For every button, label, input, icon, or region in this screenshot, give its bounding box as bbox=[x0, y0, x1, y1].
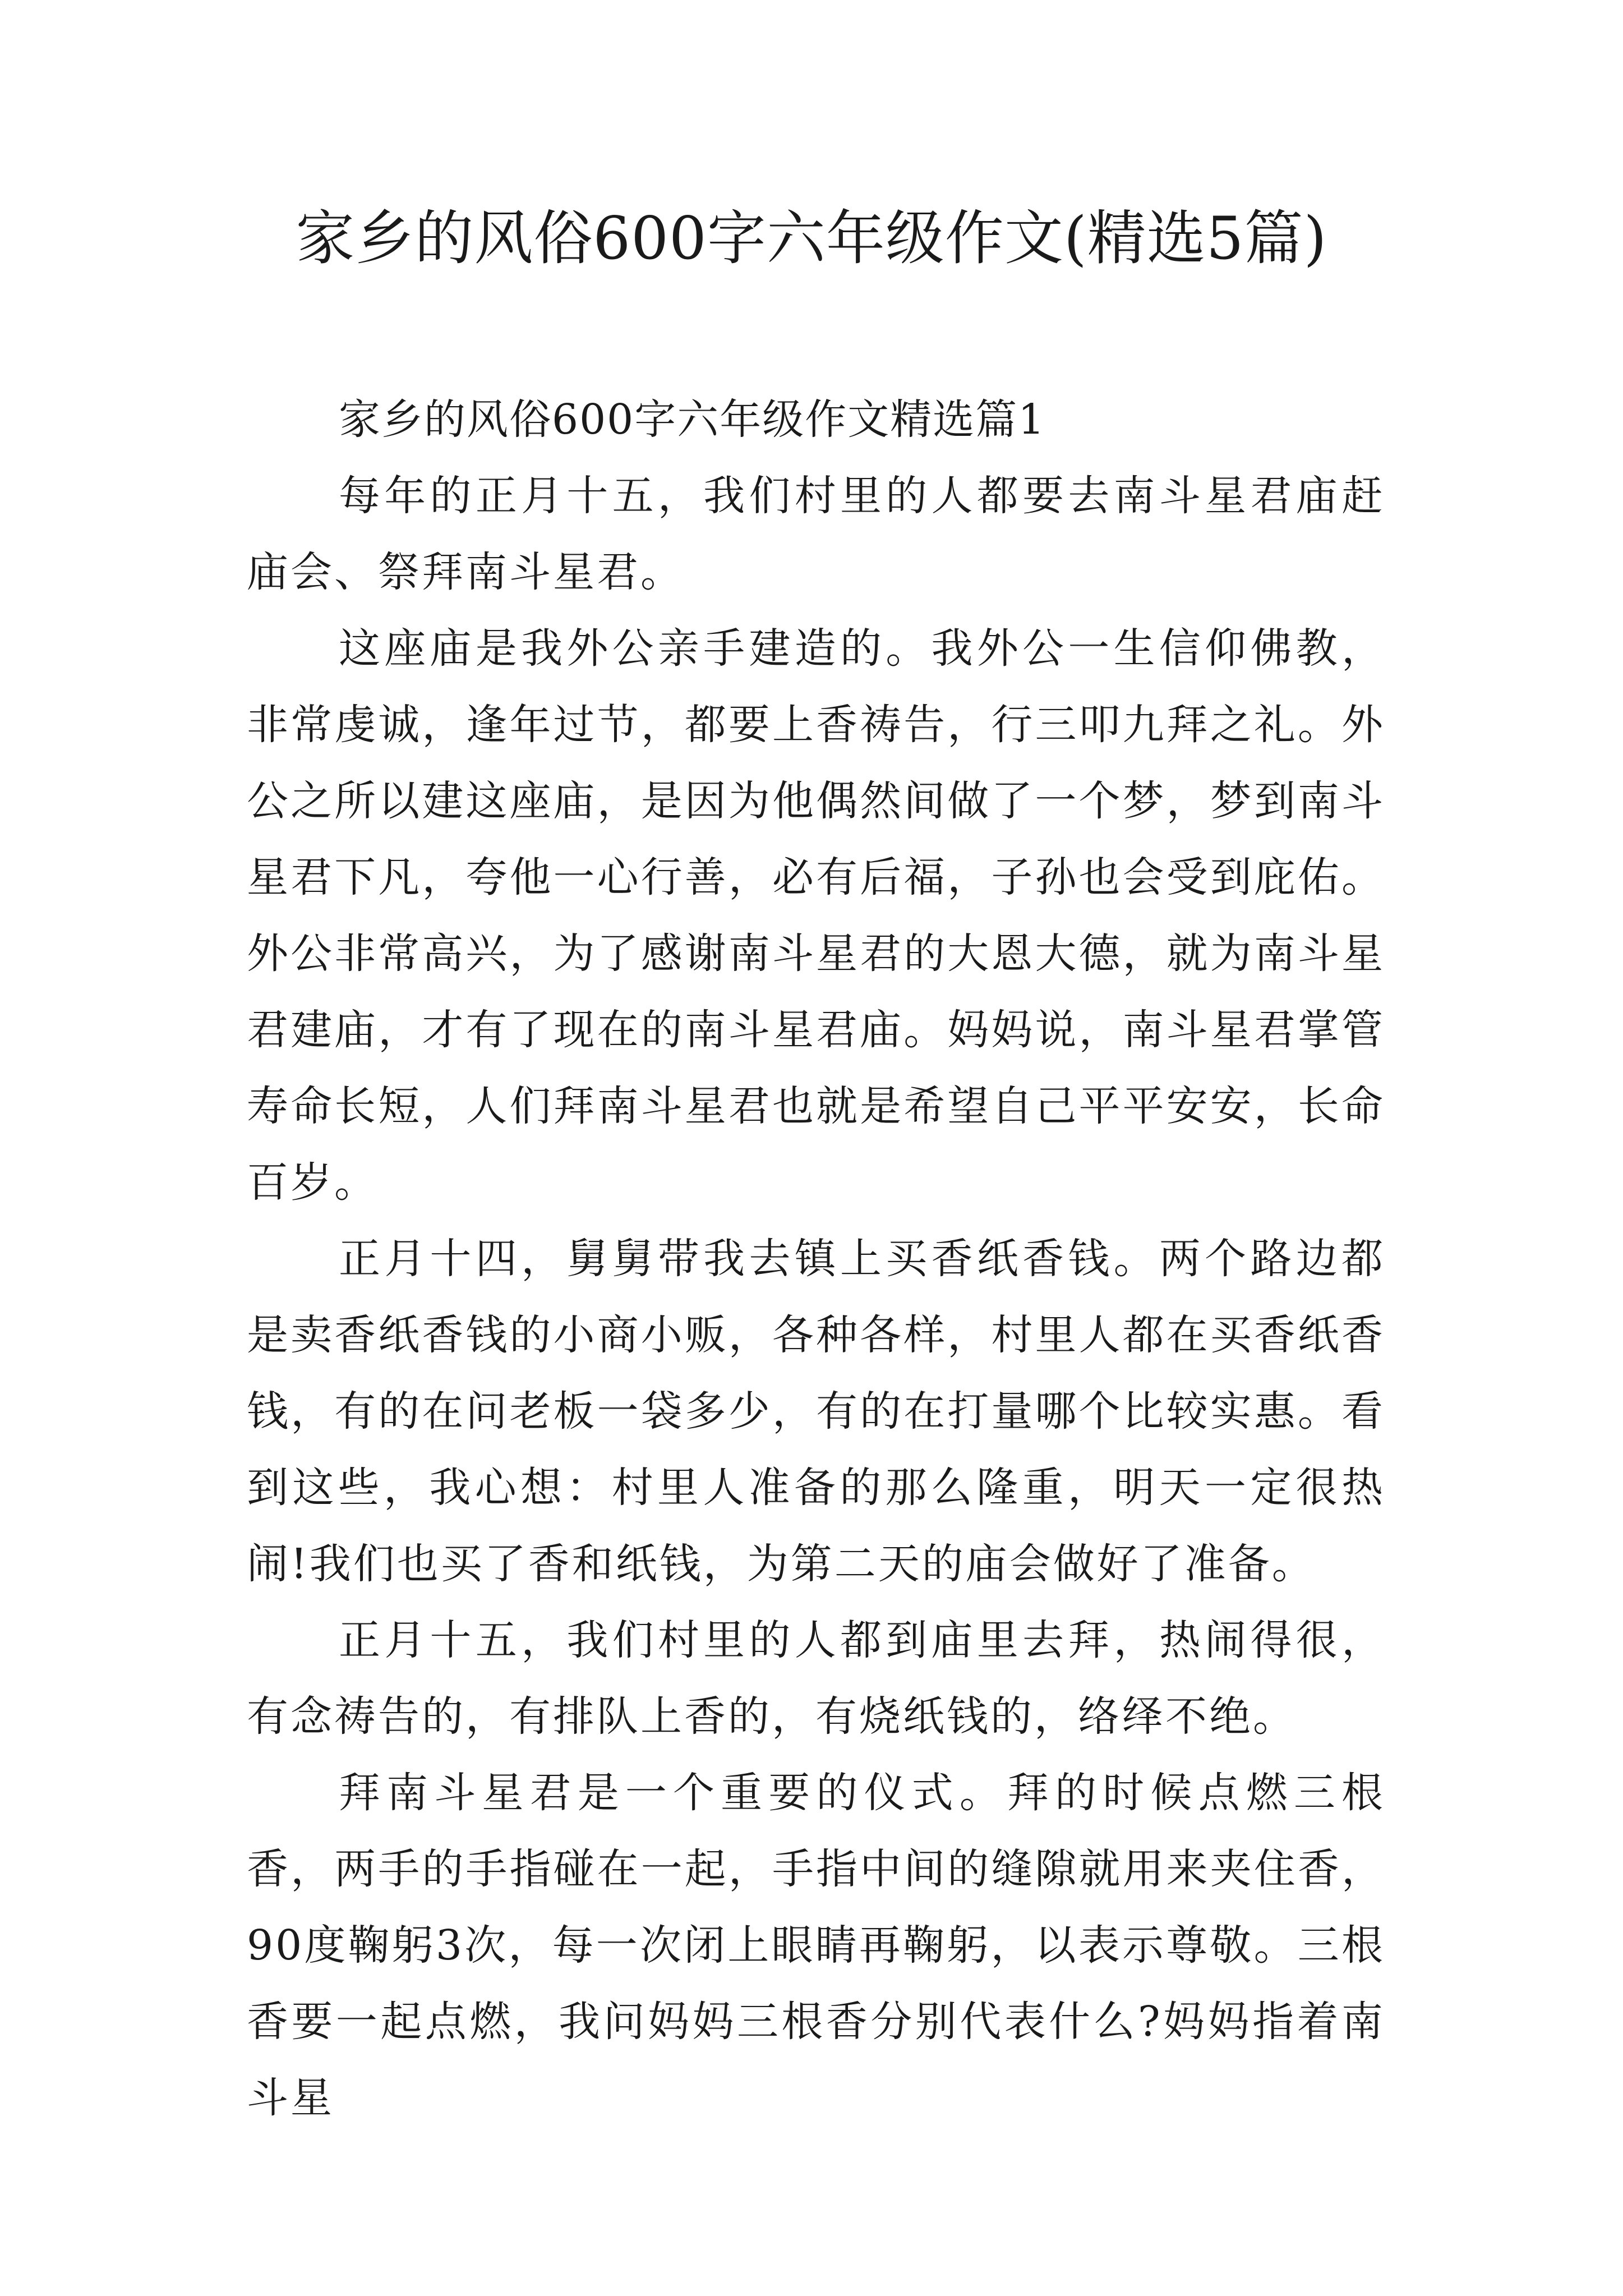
paragraph-3: 正月十四，舅舅带我去镇上买香纸香钱。两个路边都是卖香纸香钱的小商小贩，各种各样，村里人都在买香纸香钱，有的在问老板一袋多少，有的在打量哪个比较实惠。看到这些，我心想：村里人准备的那么隆重，明天一定很热闹!我们也买了香和纸钱，为第二天的庙会做好了准备。 bbox=[247, 1235, 1385, 1588]
paragraph-1: 每年的正月十五，我们村里的人都要去南斗星君庙赶庙会、祭拜南斗星君。 bbox=[247, 472, 1385, 596]
document-title: 家乡的风俗600字六年级作文(精选5篇) bbox=[296, 204, 1327, 273]
section-heading: 家乡的风俗600字六年级作文精选篇1 bbox=[339, 395, 1046, 444]
paragraph-2: 这座庙是我外公亲手建造的。我外公一生信仰佛教，非常虔诚，逢年过节，都要上香祷告，行三叩九拜之礼。外公之所以建这座庙，是因为他偶然间做了一个梦，梦到南斗星君下凡，夸他一心行善，必有后福，子孙也会受到庇佑。外公非常高兴，为了感谢南斗星君的大恩大德，就为南斗星君建庙，才有了现在的南斗星君庙。妈妈说，南斗星君掌管寿命长短，人们拜南斗星君也就是希望自己平平安安，长命百岁。 bbox=[247, 624, 1385, 1207]
paragraph-5: 拜南斗星君是一个重要的仪式。拜的时候点燃三根香，两手的手指碰在一起，手指中间的缝隙就用来夹住香，90度鞠躬3次，每一次闭上眼睛再鞠躬，以表示尊敬。三根香要一起点燃，我问妈妈三根香分别代表什么?妈妈指着南斗星 bbox=[247, 1769, 1385, 2122]
document-body bbox=[247, 381, 1385, 2136]
paragraph-4: 正月十五，我们村里的人都到庙里去拜，热闹得很，有念祷告的，有排队上香的，有烧纸钱的，络绎不绝。 bbox=[247, 1616, 1385, 1741]
